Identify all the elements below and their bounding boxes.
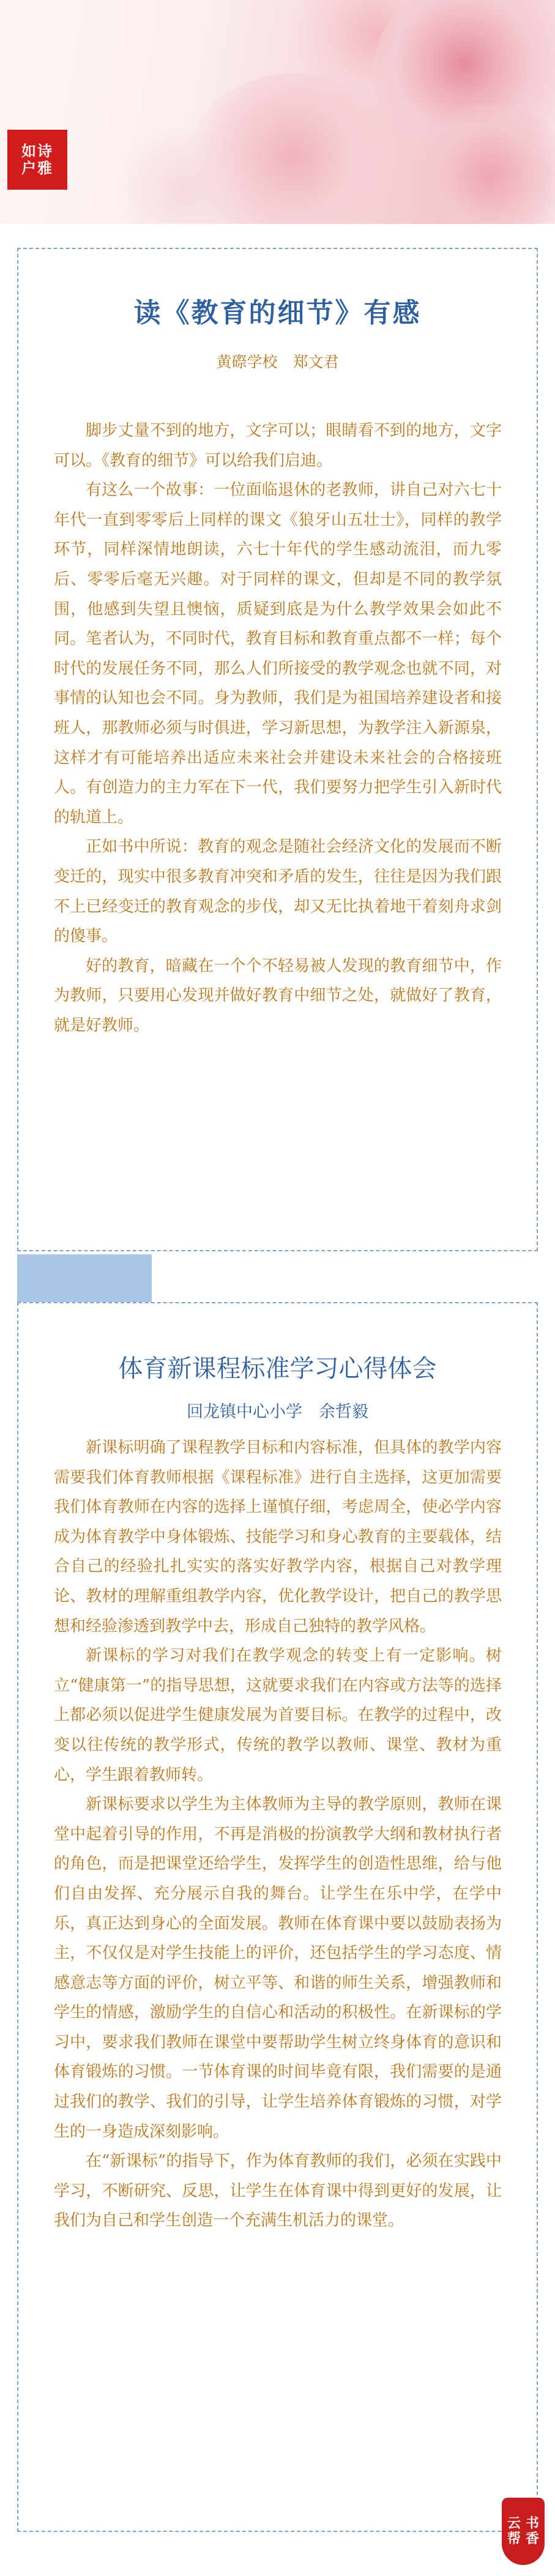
rose-banner: [0, 0, 555, 224]
seal-stamp: [502, 2498, 545, 2565]
article1-paragraph: 正如书中所说：教育的观念是随社会经济文化的发展而不断变迁的，现实中很多教育冲突和矛盾的发生，往往是因为我们跟不上已经变迁的教育观念的步伐，却又无比执着地干着刻舟求剑的傻事。: [54, 838, 502, 946]
article1-paragraph: 好的教育，暗藏在一个个不轻易被人发现的教育细节中，作为教师，只要用心发现并做好教育中细节之处，就做好了教育，就是好教师。: [54, 956, 502, 1035]
article2-paragraph: 在“新课标”的指导下，作为体育教师的我们，必须在实践中学习，不断研究、反思，让学生在体育课中得到更好的发展，让我们为自己和学生创造一个充满生机活力的课堂。: [54, 2152, 502, 2230]
article2-author: 回龙镇中心小学 余哲毅: [187, 1402, 368, 1421]
article2-title: 体育新课程标准学习心得体会: [118, 1355, 437, 1383]
seal-glyph: 书 香: [525, 2515, 539, 2547]
article2-paragraph: 新课标明确了课程教学目标和内容标准，但具体的教学内容需要我们体育教师根据《课程标准》进行自主选择，这更加需要我们体育教师在内容的选择上谨慎仔细，考虑周全，使必学内容成为体育教学中身体锻炼、技能学习和身心教育的主要载体，结合自己的经验扎扎实实的落实好教学内容，根据自己对教学理论、教材的理解重组教学内容，优化教学设计，把自己的教学思想和经验渗透到教学中去，形成自己独特的教学风格。: [54, 1439, 502, 1636]
article2-paragraph: 新课标要求以学生为主体教师为主导的教学原则，教师在课堂中起着引导的作用，不再是消极的扮演教学大纲和教材执行者的角色，而是把课堂还给学生，发挥学生的创造性思维，给与他们自由发挥、充分展示自我的舞台。让学生在乐中学，在学中乐，真正达到身心的全面发展。教师在体育课中要以鼓励表扬为主，不仅仅是对学生技能上的评价，还包括学生的学习态度、情感意志等方面的评价，树立平等、和谐的师生关系，增强教师和学生的情感，激励学生的自信心和活动的积极性。在新课标的学习中，要求我们教师在课堂中要帮助学生树立终身体育的意识和体育锻炼的习惯。一节体育课的时间毕竟有限，我们需要的是通过我们的教学、我们的引导，让学生培养体育锻炼的习惯，对学生的一身造成深刻影响。: [54, 1795, 502, 2141]
logo-text-line1: 如诗: [21, 142, 53, 160]
article2-paragraph: 新课标的学习对我们在教学观念的转变上有一定影响。树立“健康第一”的指导思想，这就要求我们在内容或方法等的选择上都必须以促进学生健康发展为首要目标。在教学的过程中，改变以往传统的教学形式，传统的教学以教师、课堂、教材为重心，学生跟着教师转。: [54, 1647, 502, 1784]
article1-author: 黄磜学校 郑文君: [216, 353, 339, 371]
article1-paragraph: 有这么一个故事：一位面临退休的老教师，讲自己对六七十年代一直到零零后上同样的课文《狼牙山五壮士》，同样的教学环节，同样深情地朗读，六七十年代的学生感动流泪，而九零后、零零后毫无兴趣。对于同样的课文，但却是不同的教学氛围，他感到失望且懊恼，质疑到底是为什么教学效果会如此不同。笔者认为，不同时代，教育目标和教育重点都不一样；每个时代的发展任务不同，那么人们所接受的教学观念也就不同，对事情的认知也会不同。身为教师，我们是为祖国培养建设者和接班人，那教师必须与时俱进，学习新思想，为教学注入新源泉，这样才有可能培养出适应未来社会并建设未来社会的合格接班人。有创造力的主力军在下一代，我们要努力把学生引入新时代的轨道上。: [54, 481, 502, 827]
logo-text-line2: 户雅: [21, 159, 53, 177]
article1-paragraph: 脚步丈量不到的地方，文字可以；眼睛看不到的地方，文字可以。《教育的细节》可以给我们启迪。: [54, 422, 502, 470]
section-divider-tab: [17, 1254, 152, 1302]
article2-body: [54, 1433, 502, 2236]
article1-title: 读《教育的细节》有感: [133, 297, 422, 329]
seal-glyph: 云 帮: [507, 2515, 521, 2547]
logo-badge: [7, 130, 67, 190]
article1-body: [54, 416, 502, 1040]
seal-stamp-glyphs: [507, 2516, 540, 2547]
